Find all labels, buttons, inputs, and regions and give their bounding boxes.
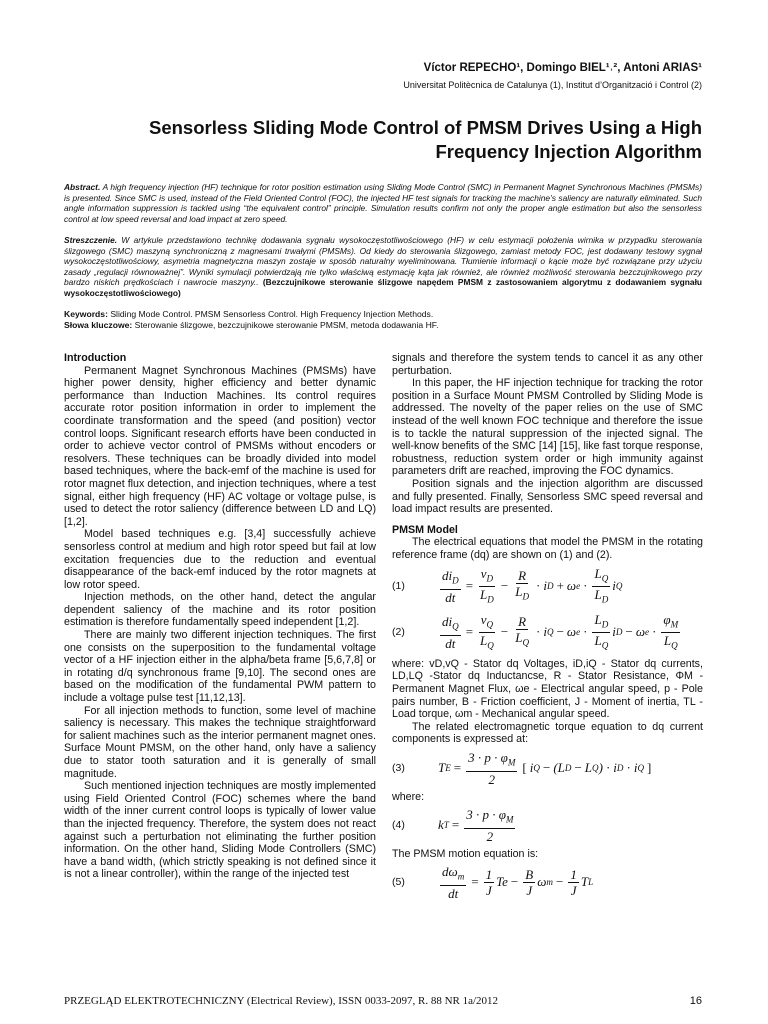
where-text: where: vD,vQ - Stator dq Voltages, iD,iQ - Stator dq currents, LD,LQ -Stator dq Inductancse, R - Stator Resistance, ΦM - Permanent Magnet Flux, ωe - Electrical angular speed, p - Pole pairs number, B - Friction coefficient, J - Moment of inertia, TL - Load torque, ωm - Mechanical angular speed.	[392, 657, 703, 721]
equation-3	[392, 750, 703, 787]
equation-body: k T = $\frac{3 \cdot p \cdot \varphi_M}{2}$	[438, 807, 514, 844]
equation-body: $\frac{di_D}{dt}$ = $\frac{v_D}{L_D}$ − $\frac{R}{L_D}$ · i D + ω e · $\frac{L_Q}{L_D}$ i Q	[442, 565, 623, 605]
equation-1	[392, 566, 703, 608]
equation-2	[392, 612, 703, 654]
equation-body: T E = $\frac{3 \cdot p \cdot \varphi_M}{2}$ [ i Q − (L D − L Q ) · i D · i Q ]	[438, 750, 652, 787]
keywords	[64, 309, 702, 331]
right-paragraph: signals and therefore the system tends to cancel it as any other perturbation.	[392, 352, 703, 377]
affiliation: Universitat Politècnica de Catalunya (1), Institut d’Organització i Control (2)	[403, 80, 702, 90]
pmsm-heading: PMSM Model	[392, 523, 458, 536]
intro-paragraph: There are mainly two different injection techniques. The first one consists on the superposition to the fundamental voltage vector of a HF injection either in the alpha/beta frame [5,6,7,8] or in rotating d/q synchronous frame [9,10]. The second ones are based on the modification of the fundamental PWM pattern to include a voltage pulse test [11,12,13].	[64, 629, 376, 705]
equation-number: (2)	[392, 626, 405, 639]
streszczenie	[64, 235, 702, 299]
where-text: where:	[392, 790, 425, 803]
left-column	[64, 352, 376, 881]
abstract	[64, 182, 702, 224]
equation-number: (4)	[392, 819, 405, 832]
equation-5	[392, 864, 703, 901]
authors: Víctor REPECHO¹, Domingo BIEL¹˒², Antoni ARIAS¹	[423, 62, 702, 74]
equation-number: (5)	[392, 876, 405, 889]
intro-paragraph: Model based techniques e.g. [3,4] successfully achieve sensorless control at medium and high rotor speed but fail at low excitation frequencies due to the reduction and eventual disappearance of the back-emf induced by the rotor magnets at low rotor speed.	[64, 528, 376, 591]
intro-paragraph: For all injection methods to function, some level of machine saliency is necessary. This makes the technique straightforward for salient machines such as the interior permanent magnet ones. Surface Mount PMSM, on the other hand, only have a saliency due to stator tooth saturation and it is generally of small magnitude.	[64, 704, 376, 780]
page-number: 16	[689, 995, 702, 1007]
intro-paragraph: Injection methods, on the other hand, detect the angular dependent saliency of the machine and its rotor position estimation is therefore fundamentally speed independent [1,2].	[64, 591, 376, 629]
footer-citation: PRZEGLĄD ELEKTROTECHNICZNY (Electrical Review), ISSN 0033-2097, R. 88 NR 1a/2012	[64, 995, 499, 1007]
equation-body: $\frac{d\omega_m}{dt}$ = $\frac{1}{J}$ Te − $\frac{B}{J}$ ω m − $\frac{1}{J}$ T L	[442, 864, 594, 901]
abstract-text: A high frequency injection (HF) technique for rotor position estimation using Sliding Mode Control (SMC) in Permanent Magnet Synchronous Machines (PMSMs) is presented. Since SMC is used, instead of the Field Oriented Control (FOC), the injected HF test signals for tracking the machine’s saliency are naturally eliminated. Such angle information suppression is tackled using “the equivalent control” principle. Simulation results confirm not only the proper angle estimation but also the sensorless control at low speed reversal and load impact at zero speed.	[64, 182, 702, 224]
keywords-pl-text: Sterowanie ślizgowe, bezczujnikowe sterowanie PMSM, metoda dodawania HF.	[132, 320, 439, 330]
right-paragraph: The electrical equations that model the PMSM in the rotating reference frame (dq) are shown on (1) and (2).	[392, 536, 703, 561]
right-paragraph: The PMSM motion equation is:	[392, 847, 539, 860]
right-column	[392, 352, 703, 905]
abstract-label: Abstract.	[64, 182, 101, 192]
equation-body: $\frac{di_Q}{dt}$ = $\frac{v_Q}{L_Q}$ − $\frac{R}{L_Q}$ · i Q − ω e · $\frac{L_D}{L_Q}$ i D − ω e · $\frac{\varphi_M}{L_Q}$	[442, 611, 679, 652]
equation-number: (3)	[392, 762, 405, 775]
keywords-text: Sliding Mode Control. PMSM Sensorless Control. High Frequency Injection Methods.	[107, 309, 434, 319]
right-paragraph: In this paper, the HF injection technique for tracking the rotor position in a Surface Mount PMSM Controlled by Sliding Mode is addressed. The novelty of the paper relies on the use of SMC instead of the well known FOC technique and therefore the issue is to tackle the natural suppression of the injected signal. The well-know benefits of the SMC [14] [15], like fast torque response, robustness, reduction system order or high immunity against parameters drift are reached, improving the FOC dynamics.	[392, 377, 703, 478]
streszczenie-text: W artykule przedstawiono technikę dodawania sygnału wysokoczęstotliwościowego (HF) w celu estymacji położenia wirnika w przypadku sterowania ślizgowego (SMC) maszyną synchroniczną z magnesami trwałymi (PMSMs). Od kiedy do sterowania ślizgowego, zamiast metody FOC, jest dodawany testowy sygnał wysokoczęstotliwościowy, asymetria magnetyczna maszyn zostaje w sposób naturalny wyeliminowana. Tłumienie informacji o kącie może być rozwiązane przy użyciu zasady „regulacji równoważnej”. Wyniki symulacji potwierdzają nie tylko właściwą estymację kąta jak również, ale również możliwość sterowania bezczujnikowego przy bardzo niskich prędkościach i nawrocie maszyny..	[64, 235, 702, 288]
intro-heading: Introduction	[64, 352, 127, 364]
keywords-label: Keywords:	[64, 309, 108, 319]
streszczenie-label: Streszczenie.	[64, 235, 118, 245]
right-paragraph: The related electromagnetic torque equation to dq current components is expressed at:	[392, 720, 703, 746]
paper-title: Sensorless Sliding Mode Control of PMSM Drives Using a High Frequency Injection Algorithm	[148, 117, 702, 162]
keywords-pl-label: Słowa kluczowe:	[64, 320, 133, 330]
equation-number: (1)	[392, 580, 405, 593]
polish-title: (Bezczujnikowe sterowanie ślizgowe napędem PMSM z zastosowaniem algorytmu z dodawaniem sygnału wysokoczęstotliwościowego)	[64, 277, 703, 298]
intro-paragraph: Such mentioned injection techniques are mostly implemented using Field Oriented Control (FOC) schemes where the band width of the inner current control loops is typically of lower value than the injected frequency. Therefore, the system does not react against such a perturbation not eliminating the further position information. On the other hand, Sliding Mode Controllers (SMC) have a band width, (which strictly speaking is not defined since it is not a linear controller), within the range of the injected test	[64, 780, 376, 881]
intro-paragraph: Permanent Magnet Synchronous Machines (PMSMs) have higher power density, higher efficiency and better dynamic performance than Induction Machines. Its control requires accurate rotor position information in order to implement the coordinate transformation and the speed (and position) vector control loops. Significant research efforts have been conducted in order to achieve vector control of PMSMs without encoders or resolvers. These techniques can be broadly divided into model based techniques, where the back-emf of the machine is used for rotor magnet flux detection, and injection techniques, where a test signal, either high frequency (HF) AC voltage or voltage pulse, is used to detect the rotor saliency (difference between LD and LQ) [1,2].	[64, 364, 376, 528]
right-paragraph: Position signals and the injection algorithm are discussed and fully presented. Finally, Sensorless SMC speed reversal and load impact results are presented.	[392, 477, 703, 516]
equation-4	[392, 807, 703, 844]
